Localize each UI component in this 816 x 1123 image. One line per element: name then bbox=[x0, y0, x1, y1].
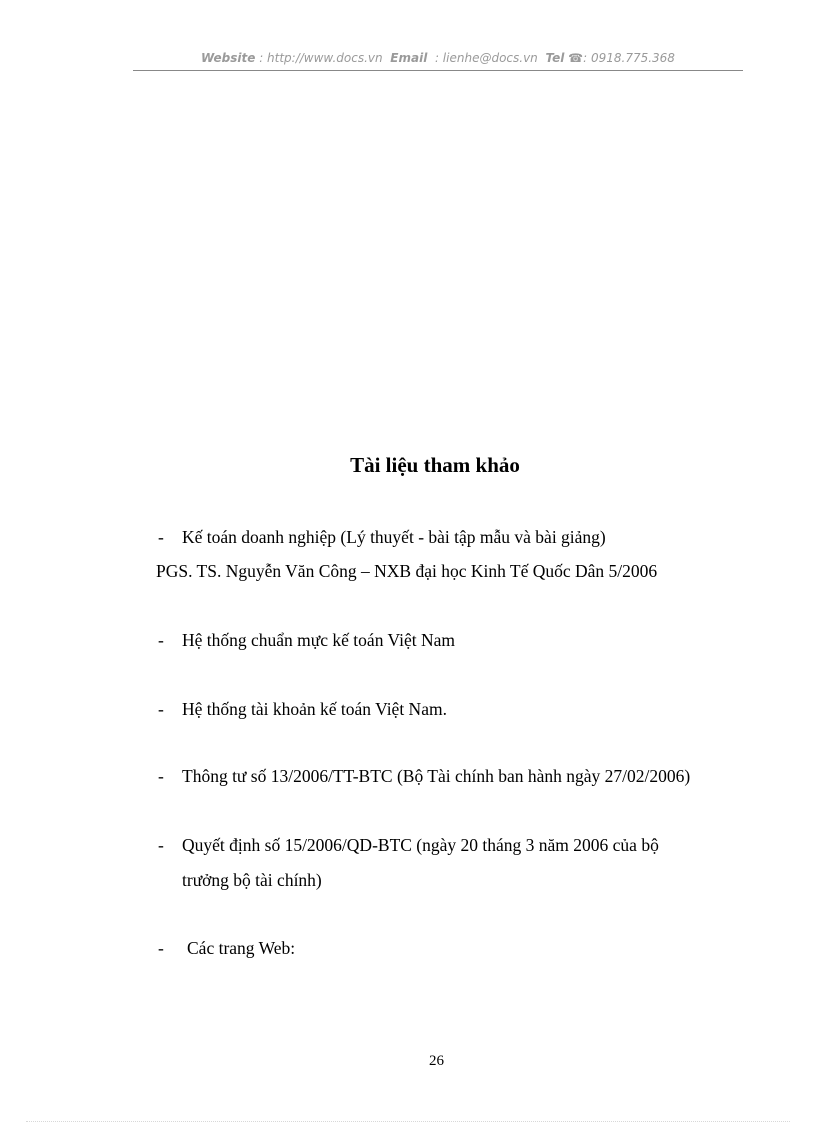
email-value: : lienhe@docs.vn bbox=[434, 51, 538, 65]
list-dash: - bbox=[158, 835, 164, 855]
reference-item: Các trang Web: bbox=[187, 938, 296, 958]
bottom-border bbox=[26, 1121, 790, 1122]
reference-item: Hệ thống tài khoản kế toán Việt Nam. bbox=[182, 699, 447, 719]
reference-item: Kế toán doanh nghiệp (Lý thuyết - bài tập mẫu và bài giảng) bbox=[182, 527, 606, 547]
reference-item: Thông tư số 13/2006/TT-BTC (Bộ Tài chính ban hành ngày 27/02/2006) bbox=[182, 766, 691, 786]
list-dash: - bbox=[158, 699, 164, 719]
list-dash: - bbox=[158, 938, 164, 958]
phone-icon: ☎ bbox=[568, 51, 584, 65]
reference-item-continued: trưởng bộ tài chính) bbox=[182, 870, 322, 890]
website-label: Website bbox=[201, 51, 256, 65]
list-dash: - bbox=[158, 766, 164, 786]
reference-item: Quyết định số 15/2006/QD-BTC (ngày 20 tháng 3 năm 2006 của bộ bbox=[182, 835, 659, 855]
tel-value: : 0918.775.368 bbox=[583, 51, 675, 65]
list-dash: - bbox=[158, 630, 164, 650]
list-dash: - bbox=[158, 527, 164, 547]
page-header bbox=[133, 51, 743, 65]
header-divider bbox=[133, 70, 743, 71]
page-number: 26 bbox=[429, 1053, 444, 1069]
reference-item-continued: PGS. TS. Nguyễn Văn Công – NXB đại học Kinh Tế Quốc Dân 5/2006 bbox=[156, 561, 658, 581]
tel-label: Tel bbox=[545, 51, 565, 65]
website-value: : http://www.docs.vn bbox=[259, 51, 383, 65]
reference-item: Hệ thống chuẩn mực kế toán Việt Nam bbox=[182, 630, 455, 650]
email-label: Email bbox=[390, 51, 428, 65]
page-title: Tài liệu tham khảo bbox=[350, 453, 520, 477]
